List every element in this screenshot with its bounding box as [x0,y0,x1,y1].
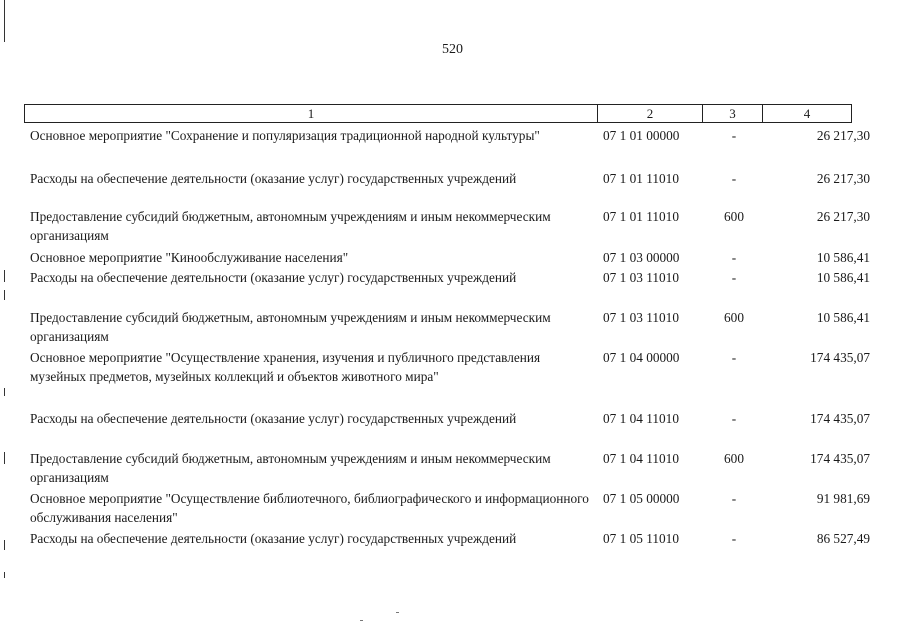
row-type: - [731,350,737,365]
row-description: Основное мероприятие "Кинообслуживание населения" [30,250,349,265]
scan-margin-mark [4,452,5,464]
row-amount: 26 217,30 [816,209,870,224]
row-type: - [731,250,737,265]
scan-margin-mark [4,0,5,42]
row-type: 600 [724,209,744,224]
row-code: 07 1 04 11010 [603,451,679,466]
row-type: - [731,128,737,143]
row-code: 07 1 05 00000 [603,491,680,506]
row-description: Основное мероприятие "Осуществление библиотечного, библиографического и информационного обслуживания населения" [30,491,589,525]
scan-speck [396,612,399,613]
row-type: 600 [724,451,744,466]
row-code: 07 1 05 11010 [603,531,679,546]
scan-margin-mark [4,388,5,396]
scan-margin-mark [4,572,5,578]
header-col-1: 1 [25,105,598,122]
row-amount: 10 586,41 [816,310,870,325]
row-amount: 26 217,30 [816,128,870,143]
row-description: Предоставление субсидий бюджетным, автономным учреждениям и иным некоммерческим организациям [30,209,551,243]
scan-margin-mark [4,270,5,282]
table-header [24,104,852,123]
row-type: - [731,491,737,506]
scan-speck [360,620,363,621]
row-description: Расходы на обеспечение деятельности (оказание услуг) государственных учреждений [30,171,517,186]
header-col-4: 4 [803,106,811,121]
row-amount: 174 435,07 [810,350,870,365]
row-type: - [731,531,737,546]
row-amount: 10 586,41 [816,250,870,265]
row-code: 07 1 01 00000 [603,128,680,143]
row-amount: 86 527,49 [816,531,870,546]
row-type: - [731,411,737,426]
row-description: Расходы на обеспечение деятельности (оказание услуг) государственных учреждений [30,531,517,546]
row-amount: 174 435,07 [810,411,870,426]
header-col-3: 3 [703,105,763,122]
row-code: 07 1 03 00000 [603,250,680,265]
scan-margin-mark [4,540,5,550]
row-amount: 10 586,41 [816,270,870,285]
row-amount: 26 217,30 [816,171,870,186]
page-number: 520 [442,42,463,57]
row-amount: 174 435,07 [810,451,870,466]
row-type: - [731,270,737,285]
row-description: Основное мероприятие "Осуществление хранения, изучения и публичного представления музейных предметов, музейных коллекций и объектов животного мира" [30,350,541,384]
row-code: 07 1 01 11010 [603,209,679,224]
row-code: 07 1 03 11010 [603,310,679,325]
row-description: Расходы на обеспечение деятельности (оказание услуг) государственных учреждений [30,411,517,426]
row-code: 07 1 03 11010 [603,270,679,285]
row-code: 07 1 01 11010 [603,171,679,186]
row-code: 07 1 04 00000 [603,350,680,365]
row-description: Предоставление субсидий бюджетным, автономным учреждениям и иным некоммерческим организациям [30,451,551,485]
scan-margin-mark [4,290,5,300]
row-type: 600 [724,310,744,325]
row-description: Предоставление субсидий бюджетным, автономным учреждениям и иным некоммерческим организациям [30,310,551,344]
header-col-2: 2 [598,105,703,122]
row-description: Расходы на обеспечение деятельности (оказание услуг) государственных учреждений [30,270,517,285]
row-description: Основное мероприятие "Сохранение и популяризация традиционной народной культуры" [30,128,540,143]
row-amount: 91 981,69 [816,491,870,506]
row-code: 07 1 04 11010 [603,411,679,426]
row-type: - [731,171,737,186]
